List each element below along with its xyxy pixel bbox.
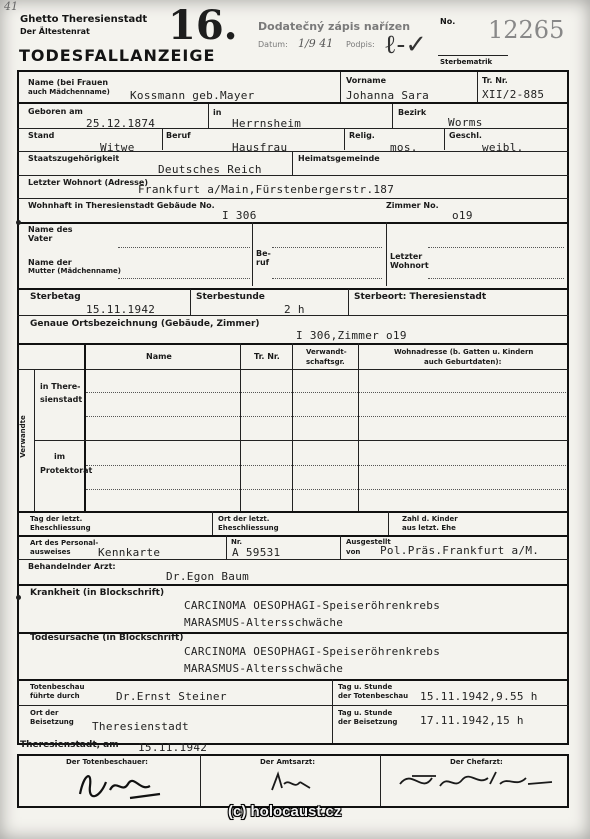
tagstunde-label-1: Tag u. Stunde: [338, 683, 393, 691]
rule: [388, 511, 389, 535]
col-verwandt-1: Verwandt-: [306, 348, 347, 356]
stand-value: Witwe: [100, 141, 135, 154]
col-wohn-2: auch Geburtdaten):: [424, 358, 502, 366]
wohnort-label: Letzter Wohnort (Adresse): [28, 178, 149, 187]
sig3-label: Der Chefarzt:: [450, 758, 503, 766]
sig2-label: Der Amtsarzt:: [260, 758, 316, 766]
name-label-1: Name (bei Frauen: [28, 78, 109, 87]
rule: [17, 754, 19, 806]
org-line-2: Der Ältestenrat: [20, 27, 90, 36]
signature-amtsarzt: [266, 768, 326, 798]
id-art-label-1: Art des Personal-: [30, 539, 99, 547]
id-ausgestellt-label-2: von: [346, 548, 361, 556]
rule: [428, 247, 564, 248]
ursache-label: Todesursache (in Blockschrift): [30, 633, 184, 643]
rule: [340, 535, 341, 559]
no-value: 12265: [488, 16, 565, 44]
rule: [252, 222, 253, 286]
org-line-1: Ghetto Theresienstadt: [20, 14, 148, 25]
id-nr-label: Nr.: [231, 538, 242, 546]
tagstunde-label-2: der Totenbeschau: [338, 692, 409, 700]
relig-label: Relig.: [349, 131, 375, 140]
rule: [348, 289, 349, 315]
stamp-datum-label: Datum:: [258, 40, 288, 49]
beruf-value: Hausfrau: [232, 141, 288, 154]
stamp-dodatecny: Dodatečný zápis nařízen: [258, 20, 411, 33]
beruf2-label-1: Be-: [256, 249, 271, 258]
beruf2-label-2: ruf: [256, 258, 270, 267]
letzter-label-2: Wohnort: [390, 261, 429, 270]
name-label-2: auch Mädchenname): [28, 88, 110, 96]
rule: [17, 535, 569, 537]
rule: [292, 151, 293, 175]
rule: [240, 343, 241, 511]
sterbematrik-label: Sterbematrik: [440, 58, 493, 66]
handwritten-number: 16.: [168, 2, 238, 49]
id-art-value: Kennkarte: [98, 546, 161, 559]
geschl-value: weibl.: [482, 141, 524, 154]
no-label: No.: [440, 17, 456, 26]
arzt-value: Dr.Egon Baum: [166, 570, 250, 583]
marriage-ort-label-2: Eheschliessung: [218, 524, 279, 532]
staatszug-label: Staatszugehörigkeit: [28, 154, 120, 163]
in-value: Herrnsheim: [232, 117, 302, 130]
stamp-signature: ℓ‑✓: [384, 30, 428, 60]
rule: [17, 151, 569, 152]
name-value: Kossmann geb.Mayer: [130, 89, 255, 102]
row1-label-1: in There-: [40, 382, 81, 391]
rule: [272, 247, 382, 248]
geboren-value: 25.12.1874: [86, 117, 156, 130]
heimat-label: Heimatsgemeinde: [298, 154, 380, 163]
id-art-label-2: ausweises: [30, 548, 71, 556]
place-date-value: 15.11.1942: [138, 741, 208, 754]
relig-value: mos.: [390, 141, 418, 154]
signature-totenbeschauer: [70, 764, 170, 804]
rule: [118, 247, 250, 248]
col-name: Name: [146, 352, 172, 361]
rule: [272, 278, 382, 279]
watermark: (c) holocaust.cz: [228, 803, 342, 820]
rule: [17, 198, 569, 199]
rule: [17, 584, 569, 586]
totenbeschau-label-1: Totenbeschau: [30, 683, 85, 691]
col-verwandt-2: schaftsgr.: [306, 358, 345, 366]
krankheit-line-1: CARCINOMA OESOPHAGI-Speiseröhrenkrebs: [184, 599, 441, 612]
wohnhaft-label: Wohnhaft in Theresienstadt Gebäude No.: [28, 201, 215, 210]
rule: [17, 705, 569, 706]
arzt-label: Behandelnder Arzt:: [28, 562, 116, 571]
totenbeschau-value: Dr.Ernst Steiner: [116, 690, 227, 703]
beruf-label: Beruf: [166, 131, 191, 140]
vorname-label: Vorname: [346, 76, 387, 85]
krankheit-line-2: MARASMUS-Altersschwäche: [184, 616, 344, 629]
beisetzung-tag-label-1: Tag u. Stunde: [338, 709, 393, 717]
rule: [226, 535, 227, 559]
id-ausgestellt-label-1: Ausgestellt: [346, 538, 391, 546]
beisetzung-tag-label-2: der Beisetzung: [338, 718, 398, 726]
marriage-tag-label-2: Eheschliessung: [30, 524, 91, 532]
document-title: TODESFALLANZEIGE: [19, 46, 216, 65]
sig1-label: Der Totenbeschauer:: [66, 758, 148, 766]
sterbestunde-label: Sterbestunde: [196, 292, 265, 302]
trnr-value: XII/2-885: [482, 88, 545, 101]
corner-mark: 41: [4, 0, 18, 13]
bezirk-label: Bezirk: [398, 108, 427, 117]
wohnort-value: Frankfurt a/Main,Fürstenbergerstr.187: [138, 183, 395, 196]
rule: [292, 343, 293, 511]
rule: [118, 278, 250, 279]
sterbetag-label: Sterbetag: [30, 292, 81, 302]
rule: [212, 511, 213, 535]
beisetzung-ort-value: Theresienstadt: [92, 720, 189, 733]
rule: [86, 465, 566, 466]
col-trnr: Tr. Nr.: [254, 352, 280, 361]
mutter-label-2: Mutter (Mädchenname): [28, 267, 121, 275]
id-nr-value: A 59531: [232, 546, 281, 559]
rule: [17, 369, 569, 370]
ortsbez-label: Genaue Ortsbezeichnung (Gebäude, Zimmer): [30, 319, 260, 329]
rule: [380, 754, 381, 806]
vorname-value: Johanna Sara: [346, 89, 430, 102]
rule: [17, 315, 569, 316]
signature-chefarzt: [392, 764, 562, 798]
staatszug-value: Deutsches Reich: [158, 163, 262, 176]
mutter-label-1: Name der: [28, 258, 72, 267]
letzter-label-1: Letzter: [390, 252, 423, 261]
bezirk-value: Worms: [448, 116, 483, 129]
rule: [567, 70, 569, 743]
rule: [86, 416, 566, 417]
stamp-datum-value: 1/9 41: [298, 37, 334, 50]
sterbestunde-value: 2 h: [284, 303, 305, 316]
rule: [17, 175, 569, 176]
rule: [17, 511, 569, 513]
row1-label-2: sienstadt: [40, 395, 83, 404]
marriage-tag-label-1: Tag der letzt.: [30, 515, 83, 523]
rule: [84, 343, 86, 511]
rule: [17, 70, 569, 72]
rule: [17, 128, 569, 129]
rule: [386, 222, 387, 286]
ortsbez-value: I 306,Zimmer o19: [296, 329, 407, 342]
row2-label-2: Protektorat: [40, 466, 93, 475]
no-underline: [438, 55, 508, 56]
sterbetag-value: 15.11.1942: [86, 303, 156, 316]
rule: [86, 392, 566, 393]
rule: [340, 72, 341, 102]
rule: [344, 128, 345, 150]
relatives-side-label: Verwandte: [18, 415, 27, 458]
stamp-podpis-label: Podpis:: [346, 40, 375, 49]
beisetzung-tag-value: 17.11.1942,15 h: [420, 714, 524, 727]
punch-mark: [16, 595, 21, 600]
krankheit-label: Krankheit (in Blockschrift): [30, 588, 165, 598]
rule: [567, 754, 569, 806]
vater-label-1: Name des: [28, 225, 73, 234]
row2-label-1: im: [54, 452, 66, 461]
vater-label-2: Vater: [28, 234, 53, 243]
sterbeort-label: Sterbeort: Theresienstadt: [354, 292, 487, 302]
rule: [17, 559, 569, 560]
geschl-label: Geschl.: [449, 131, 482, 140]
rule: [392, 104, 393, 128]
rule: [477, 72, 478, 102]
ursache-line-1: CARCINOMA OESOPHAGI-Speiseröhrenkrebs: [184, 645, 441, 658]
kinder-label-1: Zahl d. Kinder: [402, 515, 458, 523]
rule: [17, 70, 19, 743]
rule: [200, 754, 201, 806]
rule: [34, 440, 568, 441]
rule: [358, 343, 359, 511]
rule: [332, 679, 333, 743]
ursache-line-2: MARASMUS-Altersschwäche: [184, 662, 344, 675]
marriage-ort-label-1: Ort der letzt.: [218, 515, 270, 523]
punch-mark: [16, 220, 21, 225]
beisetzung-ort-label-2: Beisetzung: [30, 718, 74, 726]
rule: [17, 102, 569, 104]
zimmer-value: o19: [452, 209, 473, 222]
rule: [162, 128, 163, 150]
rule: [208, 104, 209, 128]
tagstunde-value: 15.11.1942,9.55 h: [420, 690, 538, 703]
rule: [190, 289, 191, 315]
rule: [17, 343, 569, 345]
wohnhaft-value: I 306: [222, 209, 257, 222]
rule: [17, 754, 569, 756]
id-ausgestellt-value: Pol.Präs.Frankfurt a/M.: [380, 544, 540, 557]
rule: [428, 278, 564, 279]
rule: [17, 222, 569, 224]
totenbeschau-label-2: führte durch: [30, 692, 80, 700]
trnr-label: Tr. Nr.: [482, 76, 508, 85]
rule: [17, 288, 569, 290]
place-date-label: Theresienstadt, am: [20, 740, 119, 750]
kinder-label-2: aus letzt. Ehe: [402, 524, 456, 532]
rule: [17, 679, 569, 681]
col-wohn-1: Wohnadresse (b. Gatten u. Kindern: [394, 348, 534, 356]
zimmer-label: Zimmer No.: [386, 201, 439, 210]
rule: [444, 128, 445, 150]
stand-label: Stand: [28, 131, 55, 140]
geboren-label: Geboren am: [28, 107, 83, 116]
beisetzung-ort-label-1: Ort der: [30, 709, 59, 717]
in-label: in: [213, 108, 222, 117]
rule: [86, 489, 566, 490]
